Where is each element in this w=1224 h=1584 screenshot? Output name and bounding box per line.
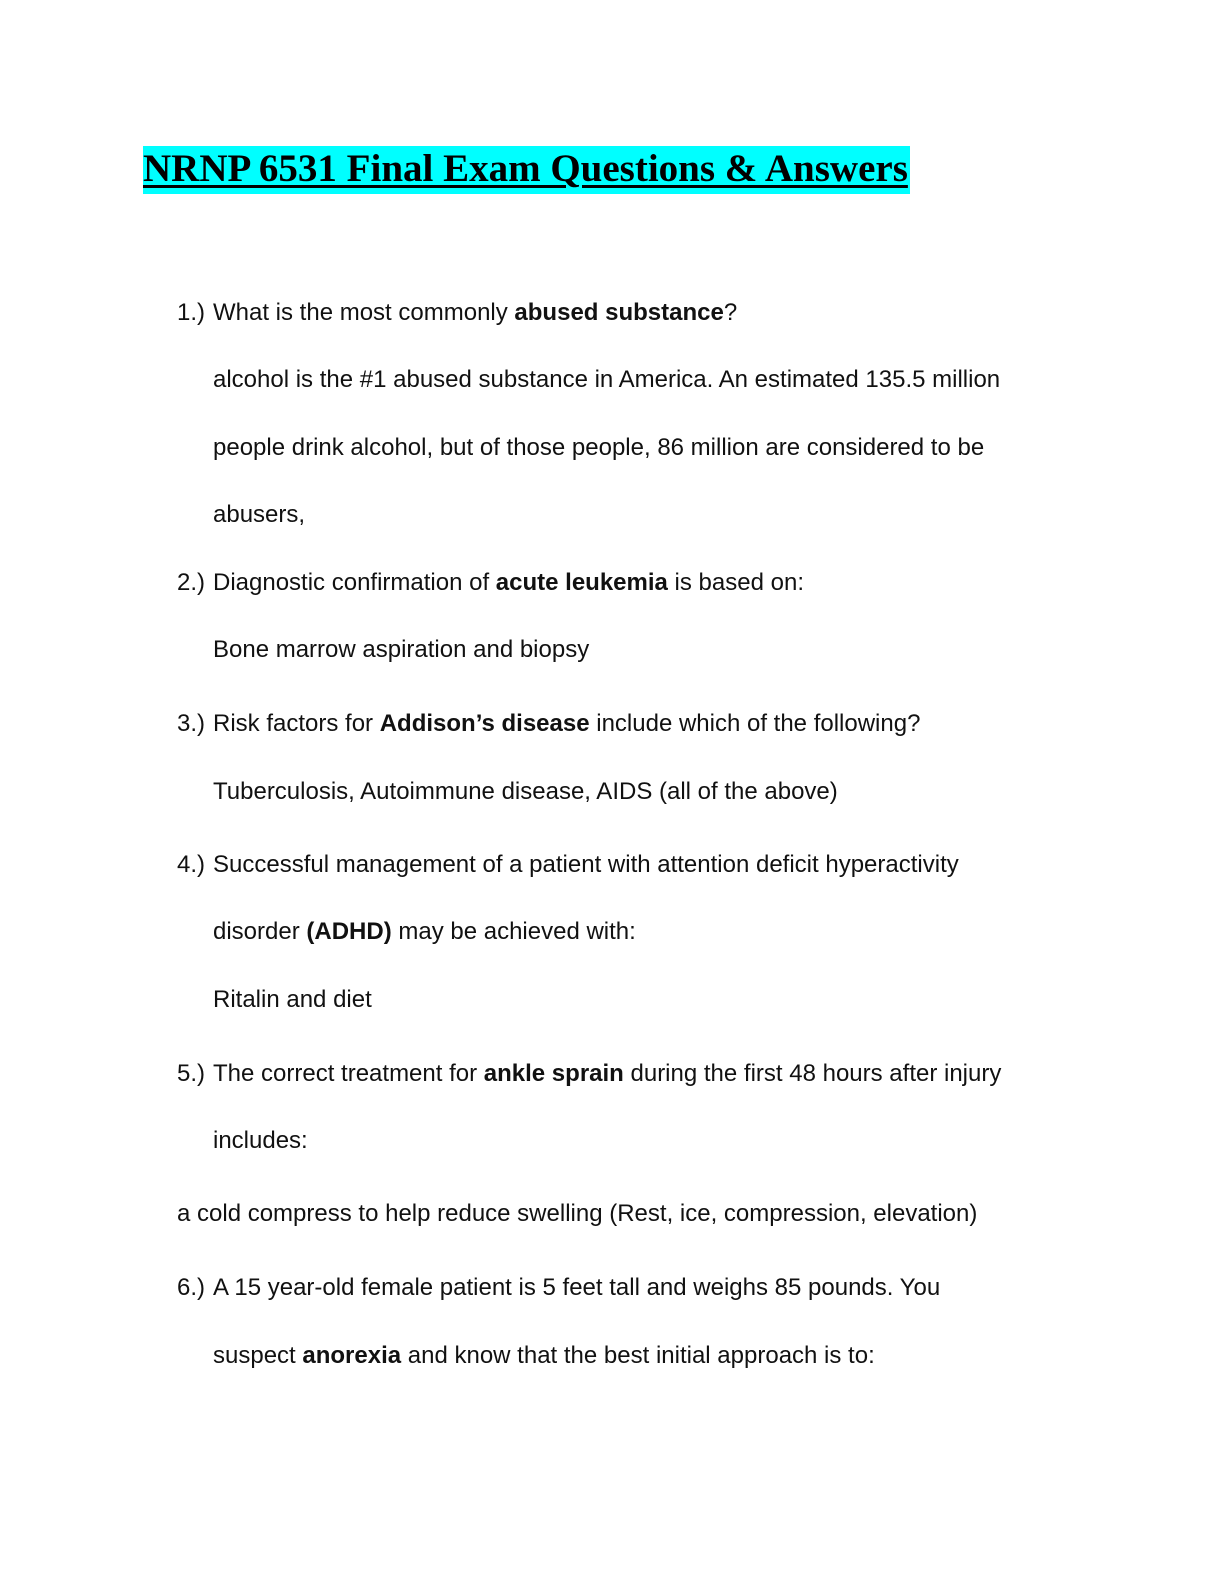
- answer-2-line-1: Bone marrow aspiration and biopsy: [213, 636, 590, 663]
- question-number: 5.): [177, 1060, 206, 1087]
- question-number: 1.): [177, 299, 206, 326]
- answer-1-line-2: people drink alcohol, but of those people, 86 million are considered to be: [213, 434, 985, 461]
- answer-1-line-1: alcohol is the #1 abused substance in America. An estimated 135.5 million: [213, 366, 1001, 393]
- question-number: 2.): [177, 569, 206, 596]
- question-3: 3.) Risk factors for Addison’s disease include which of the following?: [177, 710, 921, 737]
- question-5: 5.) The correct treatment for ankle sprain during the first 48 hours after injury: [177, 1060, 1002, 1087]
- answer-1-line-3: abusers,: [213, 501, 306, 528]
- question-number: 6.): [177, 1274, 206, 1301]
- question-keyword: anorexia: [302, 1342, 402, 1369]
- question-number: 4.): [177, 851, 206, 878]
- question-number: 3.): [177, 710, 206, 737]
- question-keyword: ankle sprain: [483, 1060, 624, 1087]
- question-keyword: abused substance: [514, 299, 724, 326]
- question-keyword: Addison’s disease: [379, 710, 590, 737]
- page-title: NRNP 6531 Final Exam Questions & Answers: [143, 146, 910, 194]
- question-5-line-2: includes:: [213, 1127, 308, 1154]
- answer-5-line-1: a cold compress to help reduce swelling (Rest, ice, compression, elevation): [177, 1200, 978, 1227]
- question-2: 2.) Diagnostic confirmation of acute leukemia is based on:: [177, 569, 804, 596]
- question-keyword: (ADHD): [306, 918, 392, 945]
- question-6: 6.) A 15 year-old female patient is 5 feet tall and weighs 85 pounds. You: [177, 1274, 941, 1301]
- question-1: 1.) What is the most commonly abused substance?: [177, 299, 738, 326]
- question-4: 4.) Successful management of a patient with attention deficit hyperactivity: [177, 851, 959, 878]
- question-4-line-2: disorder (ADHD) may be achieved with:: [213, 918, 636, 945]
- question-6-line-2: suspect anorexia and know that the best initial approach is to:: [213, 1342, 875, 1369]
- question-keyword: acute leukemia: [495, 569, 668, 596]
- answer-3-line-1: Tuberculosis, Autoimmune disease, AIDS (all of the above): [213, 778, 838, 805]
- answer-4-line-1: Ritalin and diet: [213, 986, 372, 1013]
